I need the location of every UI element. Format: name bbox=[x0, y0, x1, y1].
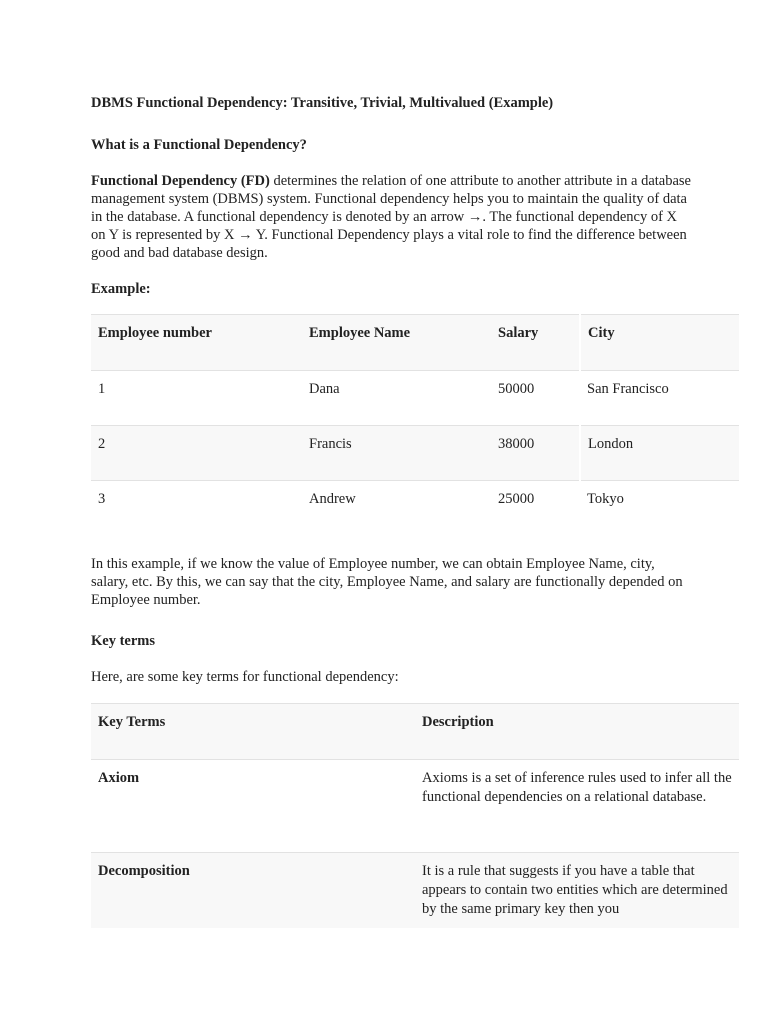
cell-employee-name: Francis bbox=[302, 426, 491, 481]
cell-city: San Francisco bbox=[580, 371, 739, 426]
employee-table-header bbox=[91, 315, 739, 371]
header-city: City bbox=[580, 315, 739, 371]
cell-city: Tokyo bbox=[580, 481, 739, 537]
header-salary: Salary bbox=[491, 315, 580, 371]
cell-city: London bbox=[580, 426, 739, 481]
cell-employee-number: 1 bbox=[91, 371, 302, 426]
example-explanation: In this example, if we know the value of Employee number, we can obtain Employee Name, city, salary, etc. By this, we can say that the city, Employee Name, and salary are functionally depended on Employee number. bbox=[91, 556, 683, 608]
intro-paragraph bbox=[91, 172, 691, 262]
cell-employee-name: Dana bbox=[302, 371, 491, 426]
table-row bbox=[91, 760, 739, 853]
intro-term: Functional Dependency (FD) bbox=[91, 173, 270, 189]
cell-description: Axioms is a set of inference rules used to infer all the functional dependencies on a relational database. bbox=[415, 760, 739, 853]
cell-employee-name: Andrew bbox=[302, 481, 491, 537]
employee-table bbox=[91, 314, 739, 537]
key-terms-table bbox=[91, 703, 739, 928]
example-heading: Example: bbox=[91, 281, 151, 297]
key-terms-intro: Here, are some key terms for functional dependency: bbox=[91, 669, 399, 685]
cell-key-term: Axiom bbox=[91, 760, 415, 853]
cell-salary: 25000 bbox=[491, 481, 580, 537]
page-title: DBMS Functional Dependency: Transitive, Trivial, Multivalued (Example) bbox=[91, 95, 554, 111]
intro-heading: What is a Functional Dependency? bbox=[91, 137, 307, 153]
cell-salary: 38000 bbox=[491, 426, 580, 481]
header-description: Description bbox=[415, 704, 739, 760]
table-row bbox=[91, 481, 739, 537]
key-terms-table-header bbox=[91, 704, 739, 760]
key-terms-heading: Key terms bbox=[91, 633, 156, 649]
table-row bbox=[91, 371, 739, 426]
cell-employee-number: 3 bbox=[91, 481, 302, 537]
header-employee-name: Employee Name bbox=[302, 315, 491, 371]
header-key-terms: Key Terms bbox=[91, 704, 415, 760]
cell-description: It is a rule that suggests if you have a table that appears to contain two entities which are determined by the same primary key then you bbox=[415, 853, 739, 928]
table-row bbox=[91, 853, 739, 928]
cell-salary: 50000 bbox=[491, 371, 580, 426]
intro-text: determines the relation of one attribute to another attribute in a database management system (DBMS) system. Functional dependency helps you to maintain the quality of data in the database. A functional dependency is denoted by an arrow →. The functional dependency of X on Y is represented by X → Y. Functional Dependency plays a vital role to find the difference between good and bad database design. bbox=[91, 173, 691, 261]
cell-employee-number: 2 bbox=[91, 426, 302, 481]
cell-key-term: Decomposition bbox=[91, 853, 415, 928]
table-row bbox=[91, 426, 739, 481]
header-employee-number: Employee number bbox=[91, 315, 302, 371]
